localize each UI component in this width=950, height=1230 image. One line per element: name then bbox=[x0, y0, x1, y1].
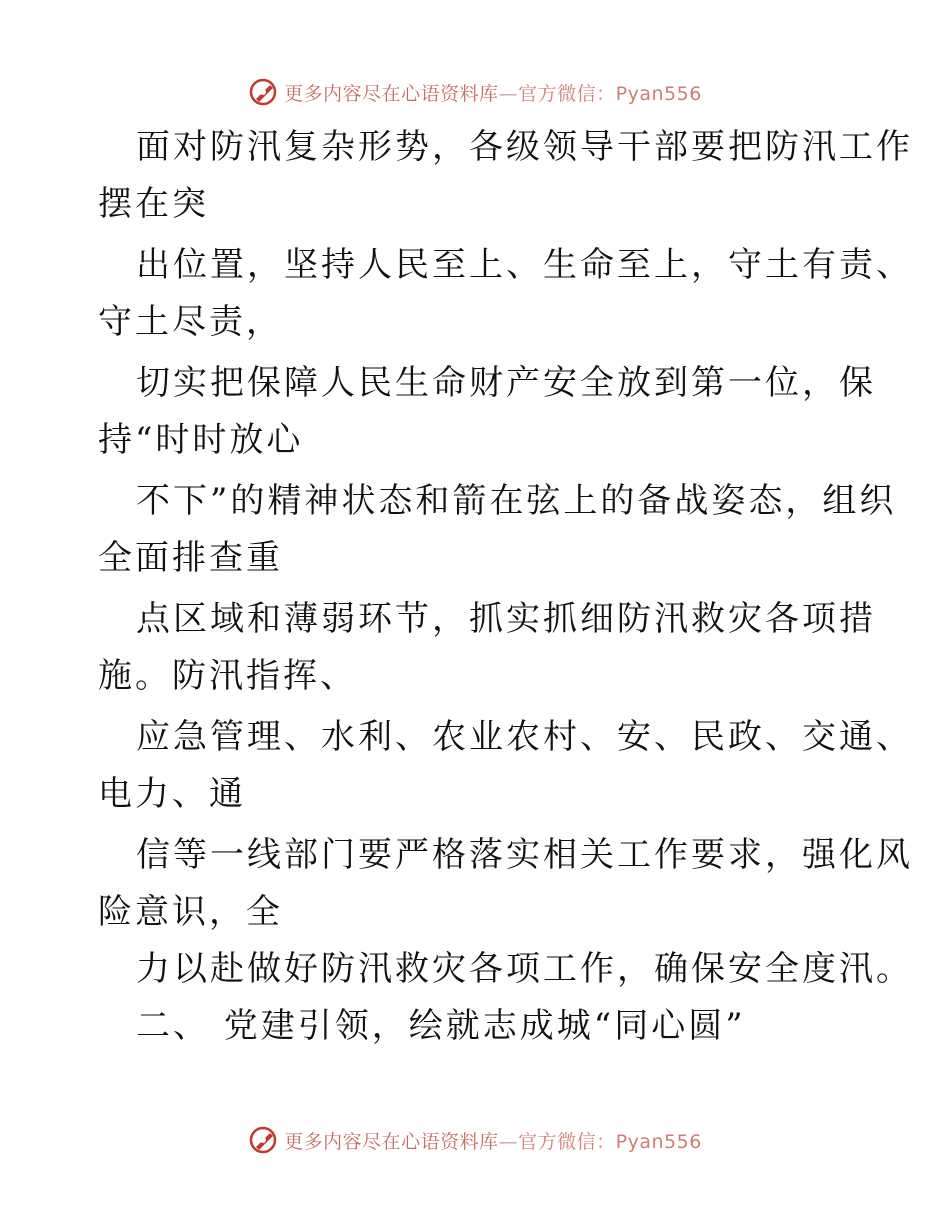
text-line: 力以赴做好防汛救灾各项工作，确保安全度汛。 bbox=[136, 949, 913, 989]
text-line: 应急管理、水利、农业农村、安、民政、交通、 bbox=[136, 717, 913, 757]
text-line: 守土尽责， bbox=[98, 302, 283, 342]
text-line: 不下”的精神状态和箭在弦上的备战姿态，组织 bbox=[136, 481, 897, 521]
footer-banner-wechat: 官方微信：Pyan556 bbox=[518, 1130, 702, 1153]
pen-logo-icon bbox=[248, 1125, 278, 1155]
footer-banner bbox=[0, 1120, 950, 1160]
header-banner bbox=[0, 72, 950, 112]
section-heading: 二、 党建引领，绘就志成城“同心圆” bbox=[136, 1006, 746, 1046]
text-line: 持“时时放心 bbox=[98, 420, 304, 460]
text-line: 点区域和薄弱环节，抓实抓细防汛救灾各项措 bbox=[136, 599, 876, 639]
footer-banner-dash: — bbox=[498, 1130, 519, 1153]
text-line: 险意识，全 bbox=[98, 892, 283, 932]
header-banner-dash: — bbox=[498, 82, 519, 105]
text-line: 全面排查重 bbox=[98, 538, 283, 578]
header-banner-text bbox=[284, 79, 702, 106]
header-banner-wechat: 官方微信：Pyan556 bbox=[518, 82, 702, 105]
text-line: 电力、通 bbox=[98, 774, 246, 814]
text-line: 切实把保障人民生命财产安全放到第一位，保 bbox=[136, 363, 876, 403]
text-line: 信等一线部门要严格落实相关工作要求，强化风 bbox=[136, 835, 913, 875]
text-line: 出位置，坚持人民至上、生命至上，守土有责、 bbox=[136, 245, 913, 285]
header-banner-main: 更多内容尽在心语资料库 bbox=[284, 82, 499, 105]
text-line: 面对防汛复杂形势，各级领导干部要把防汛工作 bbox=[136, 127, 913, 167]
text-line: 施。防汛指挥、 bbox=[98, 656, 357, 696]
text-line: 摆在突 bbox=[98, 184, 209, 224]
footer-banner-main: 更多内容尽在心语资料库 bbox=[284, 1130, 499, 1153]
pen-logo-icon bbox=[248, 77, 278, 107]
footer-banner-text bbox=[284, 1127, 702, 1154]
